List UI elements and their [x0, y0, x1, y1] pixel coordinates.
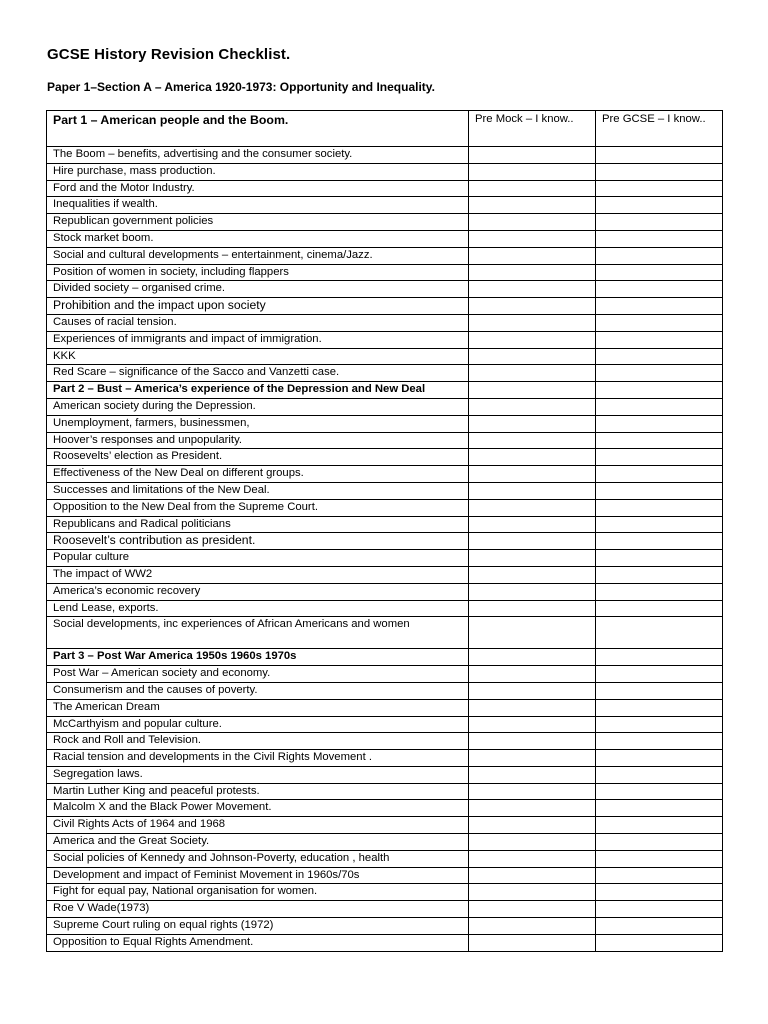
pre-mock-check-cell[interactable] — [469, 583, 596, 600]
pre-mock-check-cell[interactable] — [469, 566, 596, 583]
table-row — [47, 834, 723, 851]
topic-cell: Republicans and Radical politicians — [47, 516, 469, 533]
table-row — [47, 264, 723, 281]
pre-gcse-check-cell[interactable] — [596, 682, 723, 699]
topic-cell: Inequalities if wealth. — [47, 197, 469, 214]
topic-cell: Supreme Court ruling on equal rights (1972) — [47, 918, 469, 935]
topic-cell: Opposition to the New Deal from the Supreme Court. — [47, 499, 469, 516]
pre-mock-check-cell[interactable] — [469, 298, 596, 315]
document-title: GCSE History Revision Checklist. — [47, 46, 291, 63]
pre-gcse-check-cell[interactable] — [596, 649, 723, 666]
pre-mock-check-cell[interactable] — [469, 147, 596, 164]
table-row — [47, 934, 723, 951]
table-row — [47, 716, 723, 733]
pre-mock-check-cell[interactable] — [469, 281, 596, 298]
pre-gcse-check-cell[interactable] — [596, 867, 723, 884]
pre-mock-check-cell[interactable] — [469, 331, 596, 348]
pre-mock-check-cell[interactable] — [469, 783, 596, 800]
pre-gcse-check-cell[interactable] — [596, 918, 723, 935]
checklist-body — [47, 111, 723, 952]
table-row — [47, 617, 723, 649]
pre-gcse-check-cell[interactable] — [596, 398, 723, 415]
pre-mock-check-cell[interactable] — [469, 733, 596, 750]
pre-gcse-check-cell[interactable] — [596, 901, 723, 918]
topic-cell: Social policies of Kennedy and Johnson-Poverty, education , health — [47, 850, 469, 867]
pre-mock-check-cell[interactable] — [469, 499, 596, 516]
pre-mock-check-cell[interactable] — [469, 449, 596, 466]
pre-mock-check-cell[interactable] — [469, 649, 596, 666]
topic-cell: Post War – American society and economy. — [47, 666, 469, 683]
topic-cell: America and the Great Society. — [47, 834, 469, 851]
pre-mock-check-cell[interactable] — [469, 550, 596, 567]
topic-cell: Successes and limitations of the New Deal. — [47, 482, 469, 499]
topic-cell: Prohibition and the impact upon society — [47, 298, 469, 315]
topic-cell: Social and cultural developments – entertainment, cinema/Jazz. — [47, 247, 469, 264]
pre-gcse-check-cell[interactable] — [596, 733, 723, 750]
table-row — [47, 516, 723, 533]
pre-mock-check-cell[interactable] — [469, 533, 596, 550]
table-row — [47, 499, 723, 516]
topic-cell: Civil Rights Acts of 1964 and 1968 — [47, 817, 469, 834]
pre-mock-check-cell[interactable] — [469, 432, 596, 449]
pre-mock-check-cell[interactable] — [469, 348, 596, 365]
table-row — [47, 398, 723, 415]
table-row — [47, 298, 723, 315]
table-row — [47, 415, 723, 432]
pre-mock-check-cell[interactable] — [469, 682, 596, 699]
pre-mock-column-header: Pre Mock – I know.. — [469, 111, 596, 147]
section-heading: Part 2 – Bust – America’s experience of the Depression and New Deal — [47, 382, 469, 399]
table-row — [47, 867, 723, 884]
pre-gcse-check-cell[interactable] — [596, 264, 723, 281]
pre-gcse-check-cell[interactable] — [596, 750, 723, 767]
pre-gcse-check-cell[interactable] — [596, 834, 723, 851]
pre-gcse-check-cell[interactable] — [596, 533, 723, 550]
table-row — [47, 247, 723, 264]
pre-mock-check-cell[interactable] — [469, 716, 596, 733]
topic-cell: Roosevelts’ election as President. — [47, 449, 469, 466]
table-row — [47, 163, 723, 180]
table-row — [47, 666, 723, 683]
pre-gcse-check-cell[interactable] — [596, 800, 723, 817]
pre-gcse-check-cell[interactable] — [596, 482, 723, 499]
table-row — [47, 682, 723, 699]
table-row — [47, 566, 723, 583]
pre-mock-check-cell[interactable] — [469, 247, 596, 264]
pre-mock-check-cell[interactable] — [469, 918, 596, 935]
pre-mock-check-cell[interactable] — [469, 180, 596, 197]
topic-cell: Experiences of immigrants and impact of immigration. — [47, 331, 469, 348]
pre-mock-check-cell[interactable] — [469, 365, 596, 382]
table-row — [47, 850, 723, 867]
topic-cell: Segregation laws. — [47, 766, 469, 783]
pre-gcse-check-cell[interactable] — [596, 331, 723, 348]
pre-gcse-check-cell[interactable] — [596, 466, 723, 483]
topic-cell: Position of women in society, including flappers — [47, 264, 469, 281]
pre-gcse-check-cell[interactable] — [596, 449, 723, 466]
pre-gcse-check-cell[interactable] — [596, 850, 723, 867]
pre-gcse-check-cell[interactable] — [596, 432, 723, 449]
topic-cell: Racial tension and developments in the Civil Rights Movement . — [47, 750, 469, 767]
topic-cell: Martin Luther King and peaceful protests. — [47, 783, 469, 800]
pre-mock-check-cell[interactable] — [469, 850, 596, 867]
pre-gcse-check-cell[interactable] — [596, 298, 723, 315]
section-heading-row — [47, 382, 723, 399]
pre-mock-check-cell[interactable] — [469, 766, 596, 783]
pre-gcse-check-cell[interactable] — [596, 348, 723, 365]
pre-gcse-check-cell[interactable] — [596, 230, 723, 247]
pre-gcse-check-cell[interactable] — [596, 566, 723, 583]
table-row — [47, 230, 723, 247]
pre-mock-check-cell[interactable] — [469, 398, 596, 415]
pre-mock-check-cell[interactable] — [469, 750, 596, 767]
table-row — [47, 750, 723, 767]
pre-mock-check-cell[interactable] — [469, 163, 596, 180]
topic-cell: Effectiveness of the New Deal on different groups. — [47, 466, 469, 483]
pre-mock-check-cell[interactable] — [469, 901, 596, 918]
pre-gcse-check-cell[interactable] — [596, 415, 723, 432]
pre-mock-check-cell[interactable] — [469, 834, 596, 851]
pre-mock-check-cell[interactable] — [469, 666, 596, 683]
pre-gcse-check-cell[interactable] — [596, 365, 723, 382]
pre-mock-check-cell[interactable] — [469, 800, 596, 817]
topic-cell: Popular culture — [47, 550, 469, 567]
table-row — [47, 214, 723, 231]
pre-mock-check-cell[interactable] — [469, 264, 596, 281]
topic-cell: Malcolm X and the Black Power Movement. — [47, 800, 469, 817]
pre-gcse-check-cell[interactable] — [596, 214, 723, 231]
pre-mock-check-cell[interactable] — [469, 867, 596, 884]
pre-gcse-check-cell[interactable] — [596, 516, 723, 533]
pre-gcse-check-cell[interactable] — [596, 934, 723, 951]
table-row — [47, 348, 723, 365]
topic-cell: Hoover’s responses and unpopularity. — [47, 432, 469, 449]
table-row — [47, 800, 723, 817]
topic-cell: KKK — [47, 348, 469, 365]
table-row — [47, 533, 723, 550]
table-row — [47, 449, 723, 466]
table-row — [47, 783, 723, 800]
pre-mock-check-cell[interactable] — [469, 382, 596, 399]
document-subtitle: Paper 1–Section A – America 1920-1973: Opportunity and Inequality. — [47, 80, 435, 94]
table-row — [47, 466, 723, 483]
topic-cell: Unemployment, farmers, businessmen, — [47, 415, 469, 432]
pre-gcse-check-cell[interactable] — [596, 666, 723, 683]
table-header-row — [47, 111, 723, 147]
pre-gcse-check-cell[interactable] — [596, 163, 723, 180]
table-row — [47, 884, 723, 901]
table-row — [47, 432, 723, 449]
pre-mock-check-cell[interactable] — [469, 466, 596, 483]
pre-gcse-check-cell[interactable] — [596, 197, 723, 214]
table-row — [47, 733, 723, 750]
topic-cell: Lend Lease, exports. — [47, 600, 469, 617]
pre-mock-check-cell[interactable] — [469, 600, 596, 617]
pre-gcse-check-cell[interactable] — [596, 180, 723, 197]
pre-gcse-check-cell[interactable] — [596, 716, 723, 733]
topic-cell: American society during the Depression. — [47, 398, 469, 415]
pre-gcse-check-cell[interactable] — [596, 884, 723, 901]
pre-mock-check-cell[interactable] — [469, 197, 596, 214]
pre-gcse-check-cell[interactable] — [596, 699, 723, 716]
table-row — [47, 699, 723, 716]
pre-gcse-check-cell[interactable] — [596, 617, 723, 649]
pre-gcse-check-cell[interactable] — [596, 314, 723, 331]
pre-mock-check-cell[interactable] — [469, 516, 596, 533]
topic-cell: Red Scare – significance of the Sacco and Vanzetti case. — [47, 365, 469, 382]
topic-cell: Roe V Wade(1973) — [47, 901, 469, 918]
pre-mock-check-cell[interactable] — [469, 415, 596, 432]
table-row — [47, 482, 723, 499]
table-row — [47, 180, 723, 197]
table-row — [47, 550, 723, 567]
topic-cell: Divided society – organised crime. — [47, 281, 469, 298]
topic-cell: Development and impact of Feminist Movement in 1960s/70s — [47, 867, 469, 884]
table-row — [47, 901, 723, 918]
pre-gcse-check-cell[interactable] — [596, 382, 723, 399]
topic-cell: McCarthyism and popular culture. — [47, 716, 469, 733]
topic-cell: America’s economic recovery — [47, 583, 469, 600]
pre-mock-check-cell[interactable] — [469, 214, 596, 231]
pre-gcse-check-cell[interactable] — [596, 499, 723, 516]
pre-mock-check-cell[interactable] — [469, 699, 596, 716]
pre-mock-check-cell[interactable] — [469, 934, 596, 951]
pre-gcse-check-cell[interactable] — [596, 783, 723, 800]
pre-mock-check-cell[interactable] — [469, 314, 596, 331]
topic-cell: Rock and Roll and Television. — [47, 733, 469, 750]
table-row — [47, 918, 723, 935]
table-row — [47, 600, 723, 617]
topic-cell: The American Dream — [47, 699, 469, 716]
topic-cell: Causes of racial tension. — [47, 314, 469, 331]
pre-gcse-check-cell[interactable] — [596, 550, 723, 567]
pre-gcse-check-cell[interactable] — [596, 281, 723, 298]
topic-cell: Stock market boom. — [47, 230, 469, 247]
table-row — [47, 147, 723, 164]
table-row — [47, 817, 723, 834]
topic-cell: The Boom – benefits, advertising and the consumer society. — [47, 147, 469, 164]
pre-mock-check-cell[interactable] — [469, 884, 596, 901]
topic-cell: Consumerism and the causes of poverty. — [47, 682, 469, 699]
topic-cell: Republican government policies — [47, 214, 469, 231]
pre-gcse-check-cell[interactable] — [596, 766, 723, 783]
part-1-heading: Part 1 – American people and the Boom. — [47, 111, 469, 147]
revision-checklist-table — [46, 110, 723, 952]
topic-cell: Ford and the Motor Industry. — [47, 180, 469, 197]
table-row — [47, 314, 723, 331]
topic-cell: The impact of WW2 — [47, 566, 469, 583]
pre-mock-check-cell[interactable] — [469, 617, 596, 649]
pre-mock-check-cell[interactable] — [469, 230, 596, 247]
pre-gcse-check-cell[interactable] — [596, 600, 723, 617]
pre-gcse-check-cell[interactable] — [596, 247, 723, 264]
topic-cell: Opposition to Equal Rights Amendment. — [47, 934, 469, 951]
topic-cell: Fight for equal pay, National organisation for women. — [47, 884, 469, 901]
topic-cell: Hire purchase, mass production. — [47, 163, 469, 180]
section-heading-row — [47, 649, 723, 666]
pre-gcse-check-cell[interactable] — [596, 583, 723, 600]
pre-gcse-check-cell[interactable] — [596, 817, 723, 834]
table-row — [47, 766, 723, 783]
table-row — [47, 583, 723, 600]
pre-mock-check-cell[interactable] — [469, 817, 596, 834]
topic-cell: Social developments, inc experiences of African Americans and women — [47, 617, 469, 649]
section-heading: Part 3 – Post War America 1950s 1960s 1970s — [47, 649, 469, 666]
pre-mock-check-cell[interactable] — [469, 482, 596, 499]
pre-gcse-column-header: Pre GCSE – I know.. — [596, 111, 723, 147]
topic-cell: Roosevelt’s contribution as president. — [47, 533, 469, 550]
table-row — [47, 281, 723, 298]
pre-gcse-check-cell[interactable] — [596, 147, 723, 164]
table-row — [47, 365, 723, 382]
table-row — [47, 197, 723, 214]
table-row — [47, 331, 723, 348]
